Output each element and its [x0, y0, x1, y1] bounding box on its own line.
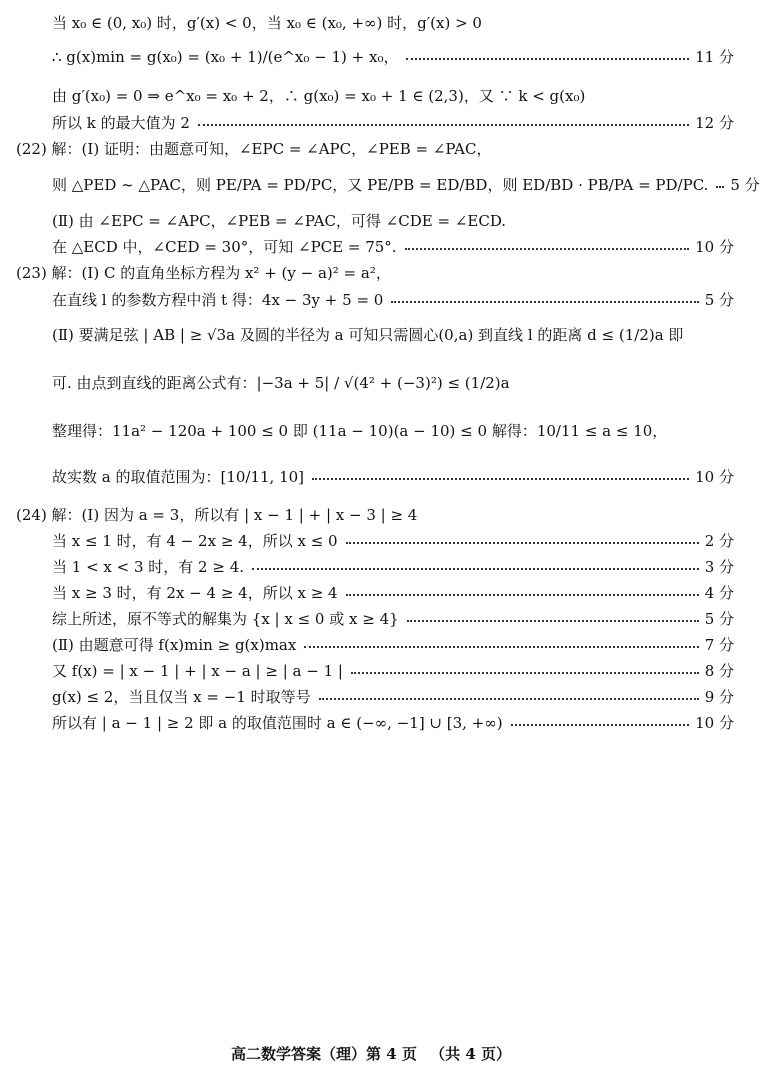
score-label: 3 分: [704, 558, 734, 576]
dot-leader: [406, 58, 689, 60]
dot-leader: [346, 594, 699, 596]
text-line: g(x) ≤ 2，当且仅当 x = −1 时取等号 9 分: [52, 688, 734, 706]
score-label: 5 分: [730, 176, 760, 194]
score-label: 7 分: [704, 636, 734, 654]
dot-leader: [405, 248, 690, 250]
score-label: 10 分: [695, 714, 734, 732]
text-line: 当 x ≤ 1 时，有 4 − 2x ≥ 4，所以 x ≤ 0 2 分: [52, 532, 734, 550]
score-label: 10 分: [695, 468, 734, 486]
dot-leader: [252, 568, 699, 570]
text-line: 又 f(x) = | x − 1 | + | x − a | ≥ | a − 1 | 8 分: [52, 662, 734, 680]
text-line: 在 △ECD 中，∠CED = 30°，可知 ∠PCE = 75°. 10 分: [52, 238, 734, 256]
text-line: 故实数 a 的取值范围为：[10/11, 10] 10 分: [52, 468, 734, 486]
score-label: 9 分: [704, 688, 734, 706]
dot-leader: [351, 672, 699, 674]
score-label: 5 分: [704, 610, 734, 628]
score-label: 12 分: [695, 114, 734, 132]
footer-page-label: 高二数学答案（理）第 4 页: [230, 1045, 417, 1063]
text-line: 当 1 < x < 3 时，有 2 ≥ 4. 3 分: [52, 558, 734, 576]
dot-leader: [716, 186, 724, 188]
dot-leader: [304, 646, 698, 648]
page-footer: [0, 1043, 742, 1064]
question-22-heading: (22) 解：(Ⅰ) 证明：由题意可知，∠EPC = ∠APC，∠PEB = ∠PAC，: [16, 140, 492, 158]
score-label: 4 分: [704, 584, 734, 602]
text-line: 则 △PED ∼ △PAC，则 PE/PA = PD/PC，又 PE/PB = ED/BD，则 ED/BD · PB/PA = PD/PC. 5 分: [52, 176, 760, 194]
dot-leader: [198, 124, 689, 126]
text-line: 所以 k 的最大值为 2 12 分: [52, 114, 734, 132]
dot-leader: [391, 301, 698, 303]
score-label: 5 分: [704, 291, 734, 309]
text-line: 由 g′(x₀) = 0 ⇒ e^x₀ = x₀ + 2，∴ g(x₀) = x₀ + 1 ∈ (2,3)，又 ∵ k < g(x₀): [52, 87, 586, 105]
dot-leader: [407, 620, 699, 622]
text-line: 当 x₀ ∈ (0, x₀) 时，g′(x) < 0，当 x₀ ∈ (x₀, +∞) 时，g′(x) > 0: [52, 14, 482, 32]
score-label: 11 分: [695, 48, 734, 66]
text-line: 整理得：11a² − 120a + 100 ≤ 0 即 (11a − 10)(a − 10) ≤ 0 解得：10/11 ≤ a ≤ 10，: [52, 422, 668, 440]
text-line: (Ⅱ) 由题意可得 f(x)min ≥ g(x)max 7 分: [52, 636, 734, 654]
text-line: 可. 由点到直线的距离公式有：|−3a + 5| / √(4² + (−3)²) ≤ (1/2)a: [52, 374, 510, 392]
text-line: (Ⅱ) 要满足弦 | AB | ≥ √3a 及圆的半径为 a 可知只需圆心(0,a) 到直线 l 的距离 d ≤ (1/2)a 即: [52, 326, 684, 344]
score-label: 8 分: [704, 662, 734, 680]
question-24-heading: (24) 解：(Ⅰ) 因为 a = 3，所以有 | x − 1 | + | x − 3 | ≥ 4: [16, 506, 418, 524]
text-line: ∴ g(x)min = g(x₀) = (x₀ + 1)/(e^x₀ − 1) + x₀， 11 分: [52, 48, 734, 66]
text-line: 当 x ≥ 3 时，有 2x − 4 ≥ 4，所以 x ≥ 4 4 分: [52, 584, 734, 602]
text-line: 综上所述，原不等式的解集为 {x | x ≤ 0 或 x ≥ 4} 5 分: [52, 610, 734, 628]
text-line: 所以有 | a − 1 | ≥ 2 即 a 的取值范围时 a ∈ (−∞, −1] ∪ [3, +∞) 10 分: [52, 714, 734, 732]
dot-leader: [319, 698, 699, 700]
text-line: (Ⅱ) 由 ∠EPC = ∠APC，∠PEB = ∠PAC，可得 ∠CDE = ∠ECD.: [52, 212, 507, 230]
score-label: 2 分: [704, 532, 734, 550]
dot-leader: [346, 542, 699, 544]
score-label: 10 分: [695, 238, 734, 256]
dot-leader: [312, 478, 689, 480]
text-line: 在直线 l 的参数方程中消 t 得：4x − 3y + 5 = 0 5 分: [52, 291, 734, 309]
question-23-heading: (23) 解：(Ⅰ) C 的直角坐标方程为 x² + (y − a)² = a²，: [16, 264, 391, 282]
footer-total-pages: （共 4 页）: [430, 1045, 511, 1063]
dot-leader: [511, 724, 690, 726]
